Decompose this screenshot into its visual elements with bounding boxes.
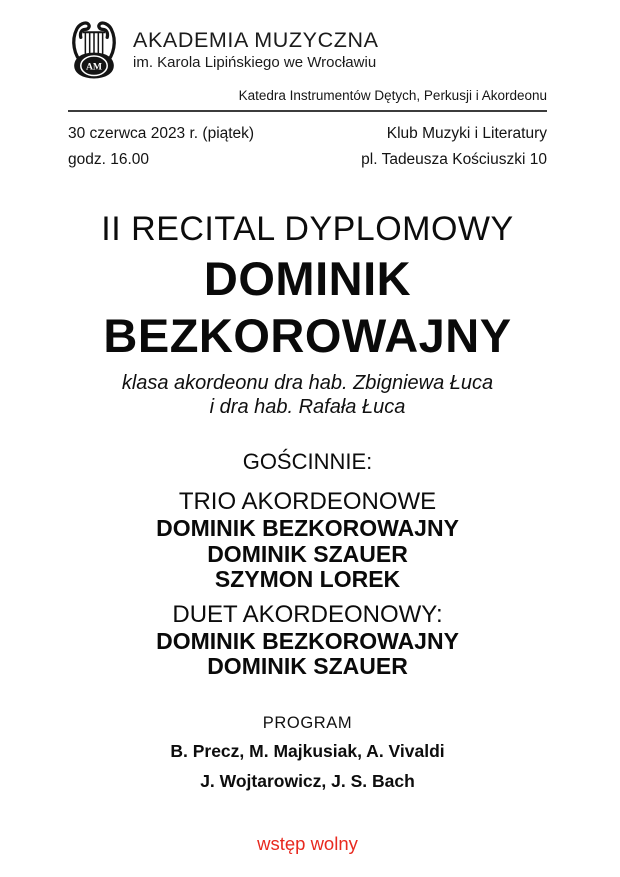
- program-composers-line1: B. Precz, M. Majkusiak, A. Vivaldi: [170, 740, 445, 761]
- event-venue: Klub Muzyki i Literatury: [386, 125, 547, 142]
- recital-title: II RECITAL DYPLOMOWY: [101, 210, 514, 248]
- class-info-line1: klasa akordeonu dra hab. Zbigniewa Łuca: [121, 372, 494, 394]
- duet-members: [68, 629, 547, 680]
- program-heading: PROGRAM: [262, 713, 353, 732]
- class-info-line2: i dra hab. Rafała Łuca: [209, 396, 406, 418]
- event-info: [68, 121, 547, 173]
- guests-heading: GOŚCINNIE:: [242, 449, 373, 474]
- trio-member: DOMINIK BEZKOROWAJNY: [156, 515, 459, 541]
- trio-member: SZYMON LOREK: [214, 566, 401, 592]
- program-composers-line2: J. Wojtarowicz, J. S. Bach: [200, 770, 415, 791]
- logo-monogram: AM: [85, 61, 103, 73]
- event-date-time: [68, 121, 254, 173]
- duet-label: DUET AKORDEONOWY:: [172, 600, 443, 628]
- department-line: Katedra Instrumentów Dętych, Perkusji i Akordeonu: [238, 88, 547, 103]
- title-block: [68, 208, 547, 364]
- trio-member: DOMINIK SZAUER: [207, 540, 408, 567]
- event-address: pl. Tadeusza Kościuszki 10: [361, 151, 547, 168]
- event-venue-block: [361, 121, 547, 173]
- trio-members: [68, 516, 547, 593]
- event-time: godz. 16.00: [68, 151, 150, 168]
- header: [68, 16, 547, 79]
- guests-section: [68, 449, 547, 680]
- lyre-logo-icon: [68, 16, 120, 79]
- event-date: 30 czerwca 2023 r. (piątek): [68, 125, 255, 142]
- performer-last-name: BEZKOROWAJNY: [103, 309, 512, 362]
- header-divider: [68, 110, 547, 112]
- performer-first-name: DOMINIK: [203, 252, 412, 305]
- academy-title-block: [133, 16, 379, 73]
- admission-note: wstęp wolny: [257, 832, 358, 854]
- academy-name: AKADEMIA MUZYCZNA: [133, 28, 379, 52]
- duet-member: DOMINIK BEZKOROWAJNY: [156, 627, 459, 654]
- program-section: [68, 713, 547, 792]
- duet-member: DOMINIK SZAUER: [207, 653, 408, 679]
- trio-label: TRIO AKORDEONOWE: [178, 488, 437, 515]
- class-info: [68, 371, 547, 419]
- academy-subtitle: im. Karola Lipińskiego we Wrocławiu: [133, 54, 377, 71]
